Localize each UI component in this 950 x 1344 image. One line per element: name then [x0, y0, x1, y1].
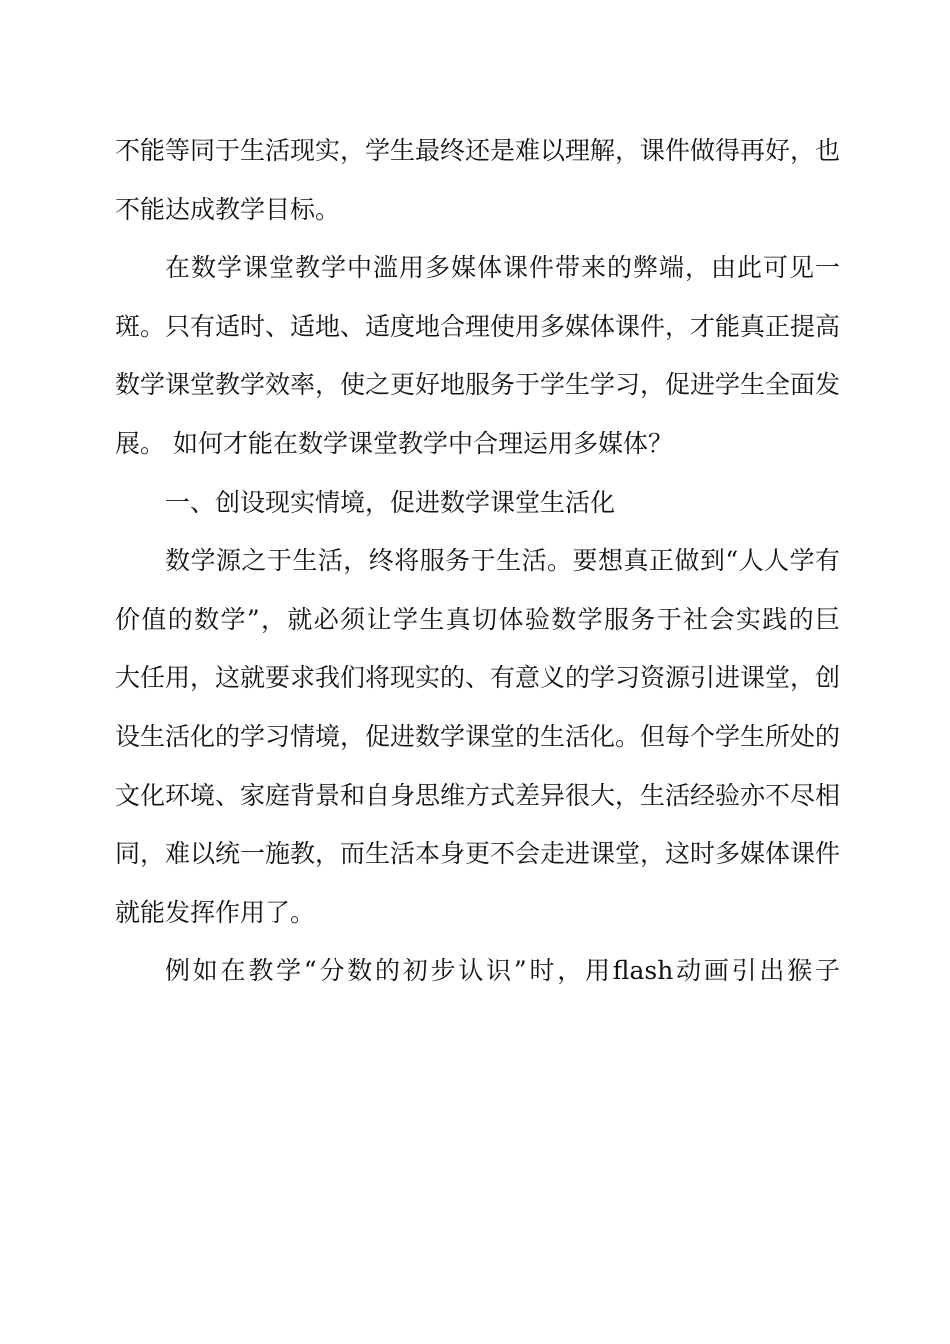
document-body [115, 127, 840, 1006]
text-line-2: 不能达成教学目标。 [115, 194, 341, 224]
text-line-4: 斑。只有适时、适地、适度地合理使用多媒体课件，才能真正提高 [115, 311, 840, 341]
section-heading: 一、创设现实情境，促进数学课堂生活化 [165, 487, 616, 517]
text-line-8: 数学源之于生活，终将服务于生活。要想真正做到“人人学有 [165, 546, 840, 576]
text-line-11: 设生活化的学习情境，促进数学课堂的生活化。但每个学生所处的 [115, 721, 840, 751]
text-line-10: 大任用，这就要求我们将现实的、有意义的学习资源引进课堂，创 [115, 663, 840, 693]
text-line-13: 同，难以统一施教，而生活本身更不会走进课堂，这时多媒体课件 [115, 839, 840, 869]
text-line-12: 文化环境、家庭背景和自身思维方式差异很大，生活经验亦不尽相 [115, 780, 840, 810]
text-line-5: 数学课堂教学效率，使之更好地服务于学生学习，促进学生全面发 [115, 370, 840, 400]
text-line-9: 价值的数学”，就必须让学生真切体验数学服务于社会实践的巨 [115, 604, 840, 634]
text-line-1: 不能等同于生活现实，学生最终还是难以理解，课件做得再好，也 [115, 136, 840, 165]
text-line-6: 展。 如何才能在数学课堂教学中合理运用多媒体？ [115, 428, 673, 458]
text-line-15: 例如在教学“分数的初步认识”时，用flash动画引出猴子 [165, 956, 840, 986]
text-line-14: 就能发挥作用了。 [115, 897, 316, 927]
text-line-3: 在数学课堂教学中滥用多媒体课件带来的弊端，由此可见一 [165, 253, 840, 283]
